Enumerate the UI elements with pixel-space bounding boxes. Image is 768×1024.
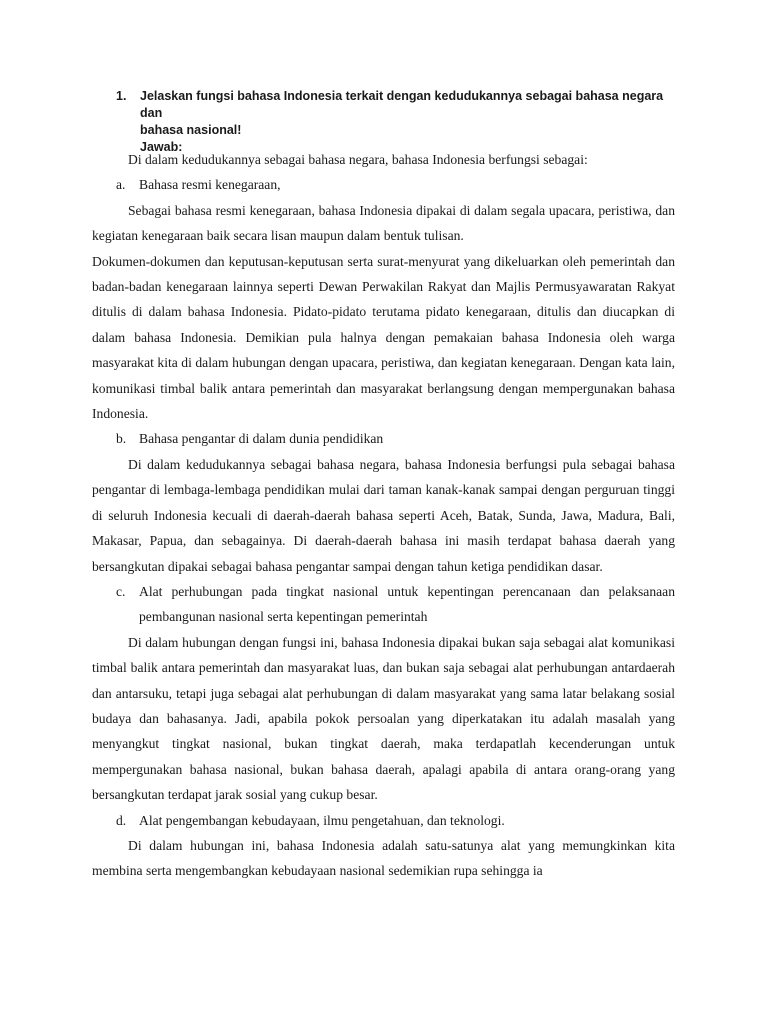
list-item-a [92,172,675,197]
list-heading: Alat perhubungan pada tingkat nasional untuk kepentingan perencanaan dan pelaksanaan pembangunan nasional serta kepentingan pemerintah [139,583,675,625]
paragraph: Sebagai bahasa resmi kenegaraan, bahasa Indonesia dipakai di dalam segala upacara, peristiwa, dan kegiatan kenegaraan baik secara lisan maupun dalam bentuk tulisan. [92,202,675,244]
intro-paragraph: Di dalam kedudukannya sebagai bahasa negara, bahasa Indonesia berfungsi sebagai: [128,152,588,167]
list-marker: a. [116,177,126,193]
question-number: 1. [116,89,127,103]
list-marker: b. [116,431,127,447]
answer-body [92,147,675,884]
paragraph: Di dalam hubungan dengan fungsi ini, bahasa Indonesia dipakai bukan saja sebagai alat komunikasi timbal balik antara pemerintah dan masyarakat luas, dan bukan saja sebagai alat perhubungan antardaerah dan antarsuku, tetapi juga sebagai alat perhubungan di dalam masyarakat yang sama latar belakang sosial budaya dan bahasanya. Jadi, apabila pokok persoalan yang diperkatakan itu adalah masalah yang menyangkut tingkat nasional, bukan tingkat daerah, maka terdapatlah kecenderungan untuk mempergunakan bahasa nasional, bukan bahasa daerah, apalagi apabila di antara orang-orang yang bersangkutan terdapat jarak sosial yang cukup besar. [92,634,675,803]
answer-label: Jawab: [140,140,183,154]
list-heading: Bahasa pengantar di dalam dunia pendidikan [139,431,384,447]
list-item-c [92,579,675,630]
list-item-d [92,808,675,833]
list-marker: c. [116,583,126,599]
question-text-line-2: bahasa nasional! [140,123,242,137]
paragraph: Dokumen-dokumen dan keputusan-keputusan serta surat-menyurat yang dikeluarkan oleh pemerintah dan badan-badan kenegaraan lainnya seperti Dewan Perwakilan Rakyat dan Majlis Permusyawaratan Rakyat ditulis di dalam bahasa Indonesia. Pidato-pidato terutama pidato kenegaraan, ditulis dan diucapkan di dalam bahasa Indonesia. Demikian pula halnya dengan pemakaian bahasa Indonesia oleh warga masyarakat kita di dalam hubungan dengan upacara, peristiwa, dan kegiatan kenegaraan. Dengan kata lain, komunikasi timbal balik antara pemerintah dan masyarakat berlangsung dengan mempergunakan bahasa Indonesia. [92,253,675,422]
list-heading: Bahasa resmi kenegaraan, [139,177,281,193]
paragraph: Di dalam hubungan ini, bahasa Indonesia adalah satu-satunya alat yang memungkinkan kita membina serta mengembangkan kebudayaan nasional sedemikian rupa sehingga ia [92,837,675,879]
list-marker: d. [116,812,127,828]
paragraph: Di dalam kedudukannya sebagai bahasa negara, bahasa Indonesia berfungsi pula sebagai bahasa pengantar di lembaga-lembaga pendidikan mulai dari taman kanak-kanak sampai dengan perguruan tinggi di seluruh Indonesia kecuali di daerah-daerah bahasa seperti Aceh, Batak, Sunda, Jawa, Madura, Bali, Makasar, Papua, dan sebagainya. Di daerah-daerah bahasa ini masih terdapat bahasa daerah yang bersangkutan dipakai sebagai bahasa pengantar sampai dengan tahun ketiga pendidikan dasar. [92,456,675,574]
question-text-line-1: Jelaskan fungsi bahasa Indonesia terkait dengan kedudukannya sebagai bahasa negara dan [140,89,664,120]
list-item-b [92,426,675,451]
question-block [116,88,676,156]
list-heading: Alat pengembangan kebudayaan, ilmu pengetahuan, dan teknologi. [139,812,505,828]
